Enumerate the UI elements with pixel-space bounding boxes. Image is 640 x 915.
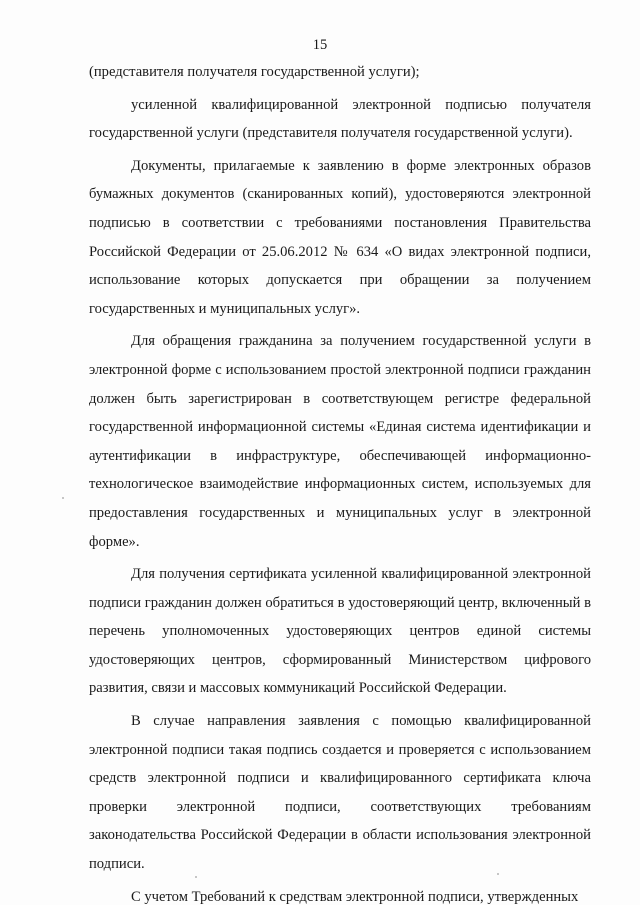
scan-speck xyxy=(195,876,197,878)
paragraph-requirements: С учетом Требований к средствам электронной подписи, утвержденных xyxy=(131,888,579,905)
scan-speck xyxy=(62,497,64,499)
paragraph-attached-documents: Документы, прилагаемые к заявлению в форме электронных образов бумажных документов (сканированных копий), удостоверяются электронной подписью в соответствии с требованиями постановления Правительства Российской Федерации от 25.06.2012 № 634 «О видах электронной подписи, использование которых допускается при обращении за получением государственных и муниципальных услуг». xyxy=(89,157,591,317)
document-body xyxy=(89,58,591,915)
paragraph-simple-signature: Для обращения гражданина за получением государственной услуги в электронной форме с использованием простой электронной подписи гражданин должен быть зарегистрирован в соответствующем регистре федеральной государственной информационной системы «Единая система идентификации и аутентификации в инфраструктуре, обеспечивающей информационно-технологическое взаимодействие информационных систем, используемых для предоставления государственных и муниципальных услуг в электронной форме». xyxy=(89,333,591,550)
paragraph-signature-verification: В случае направления заявления с помощью квалифицированной электронной подписи такая подпись создается и проверяется с использованием средств электронной подписи и квалифицированного сертификата ключа проверки электронной подписи, соответствующих требованиям законодательства Российской Федерации в области использования электронной подписи. xyxy=(89,713,591,873)
page-number: 15 xyxy=(312,37,328,53)
paragraph-certificate: Для получения сертификата усиленной квалифицированной электронной подписи гражданин должен обратиться в удостоверяющий центр, включенный в перечень уполномоченных удостоверяющих центров единой системы удостоверяющих центров, сформированный Министерством цифрового развития, связи и массовых коммуникаций Российской Федерации. xyxy=(89,566,591,697)
paragraph-qualified-signature: усиленной квалифицированной электронной подписью получателя государственной услуги (представителя получателя государственной услуги). xyxy=(89,96,591,142)
paragraph-continuation: (представителя получателя государственной услуги); xyxy=(89,64,420,80)
scan-speck xyxy=(497,873,499,875)
